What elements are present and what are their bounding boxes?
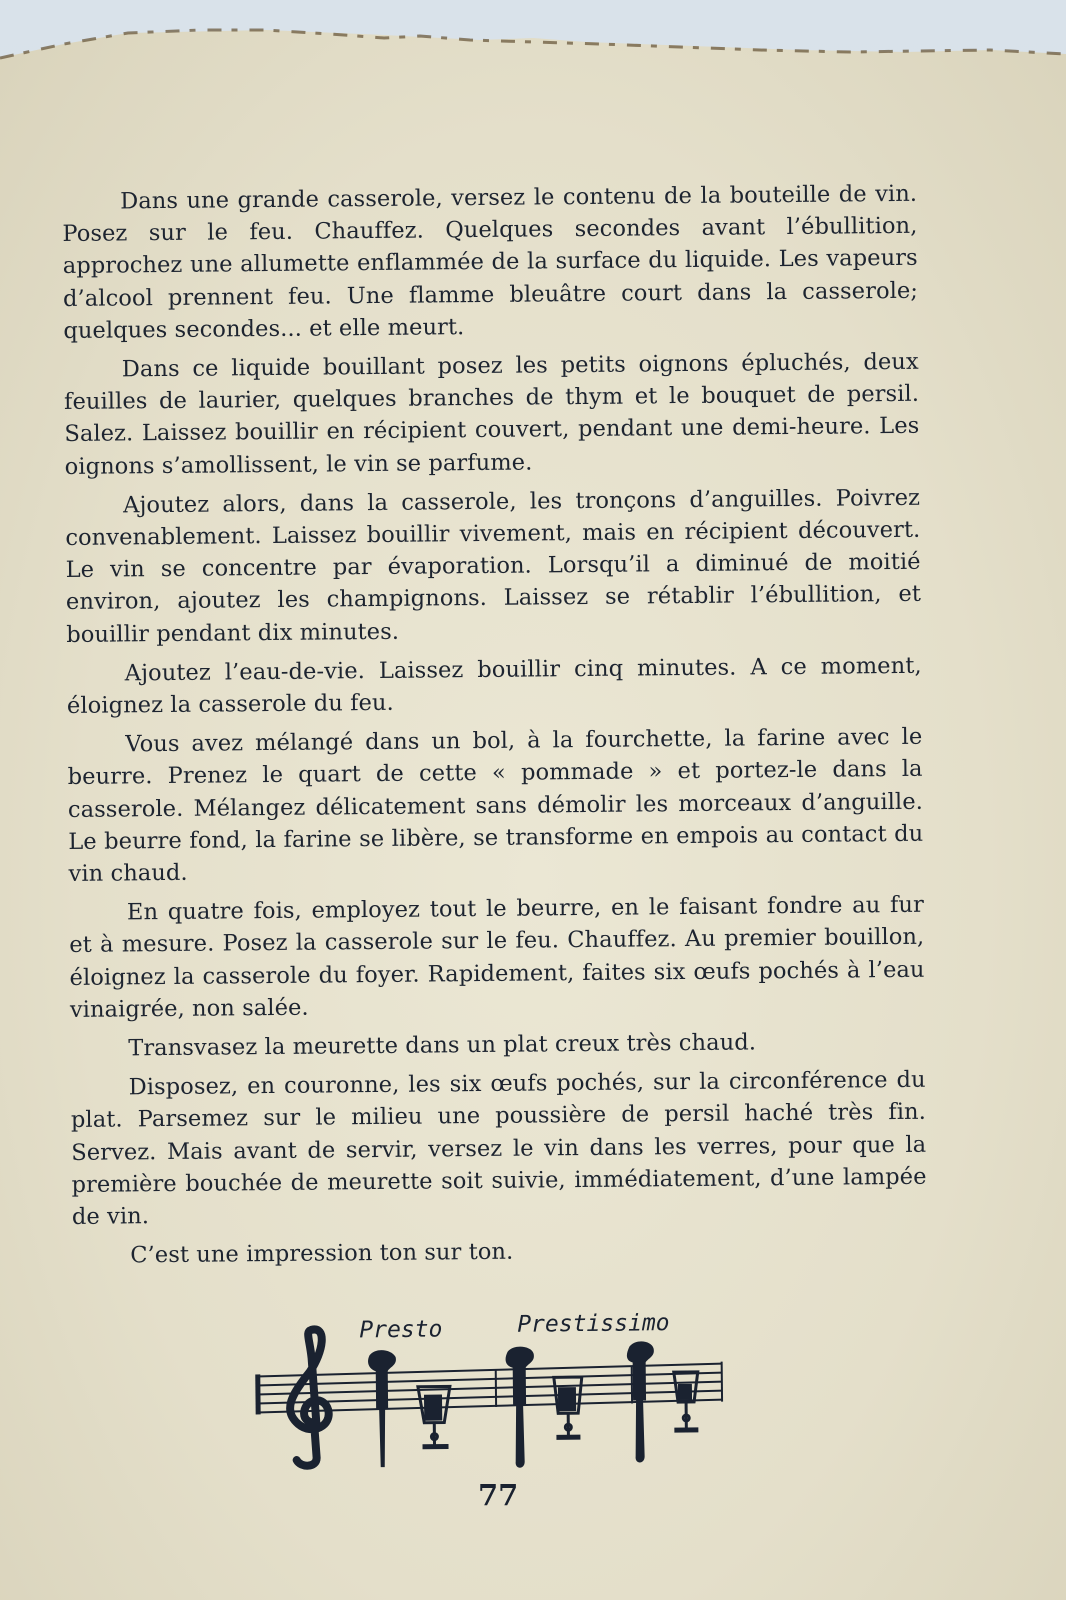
paragraph: Vous avez mélangé dans un bol, à la fourchette, la farine avec le beurre. Prenez le quart de cette « pommade » et portez-le dans la casserole. Mélangez délicatement sans démolir les morceaux d’anguille. Le beurre fond, la farine se libère, se transforme en empois au contact du vin chaud. bbox=[67, 724, 924, 888]
wine-glass-icon bbox=[418, 1386, 451, 1446]
fork-icon bbox=[505, 1346, 535, 1467]
recipe-text bbox=[62, 178, 927, 1280]
tempo-label-prestissimo: Prestissimo bbox=[517, 1310, 670, 1338]
paragraph: Transvasez la meurette dans un plat creux très chaud. bbox=[128, 1029, 757, 1062]
treble-clef-icon bbox=[289, 1329, 329, 1466]
paragraph: C’est une impression ton sur ton. bbox=[130, 1239, 514, 1269]
tempo-label-presto: Presto bbox=[359, 1316, 443, 1344]
paragraph: Disposez, en couronne, les six œufs pochés, sur la circonférence du plat. Parsemez sur le milieu une poussière de persil haché très fin. Servez. Mais avant de servir, versez le vin dans les verres, pour que la première bouchée de meurette soit suivie, immédiatement, d’une lampée de vin. bbox=[70, 1067, 927, 1231]
page-number: 77 bbox=[478, 1478, 519, 1512]
staff-drawing bbox=[251, 1313, 733, 1478]
wine-glass-icon bbox=[674, 1372, 699, 1430]
paragraph: Ajoutez l’eau-de-vie. Laissez bouillir cinq minutes. A ce moment, éloignez la casserole du feu. bbox=[66, 652, 922, 720]
music-staff-illustration bbox=[251, 1310, 733, 1478]
paragraph: Dans ce liquide bouillant posez les petits oignons épluchés, deux feuilles de laurier, quelques branches de thym et le bouquet de persil. Salez. Laissez bouillir en récipient couvert, pendant une demi-heure. Les oignons s’amollissent, le vin se parfume. bbox=[63, 348, 920, 480]
paragraph: En quatre fois, employez tout le beurre, en le faisant fondre au fur et à mesure. Posez la casserole sur le feu. Chauffez. Au premier bouillon, éloignez la casserole du foyer. Rapidement, faites six œufs pochés à l’eau vinaigrée, non salée. bbox=[69, 892, 925, 1023]
paragraph: Ajoutez alors, dans la casserole, les tronçons d’anguilles. Poivrez convenablement. Laissez bouillir vivement, mais en récipient découvert. Le vin se concentre par évaporation. Lorsqu’il a diminué de moitié environ, ajoutez les champignons. Laissez se rétablir l’ébullition, et bouillir pendant dix minutes. bbox=[65, 484, 922, 648]
paragraph: Dans une grande casserole, versez le contenu de la bouteille de vin. Posez sur le feu. Chauffez. Quelques secondes avant l’ébullition, approchez une allumette enflammée de la surface du liquide. Les vapeurs d’alcool prennent feu. Une flamme bleuâtre court dans la casserole; quelques secondes... et elle meurt. bbox=[62, 180, 919, 344]
